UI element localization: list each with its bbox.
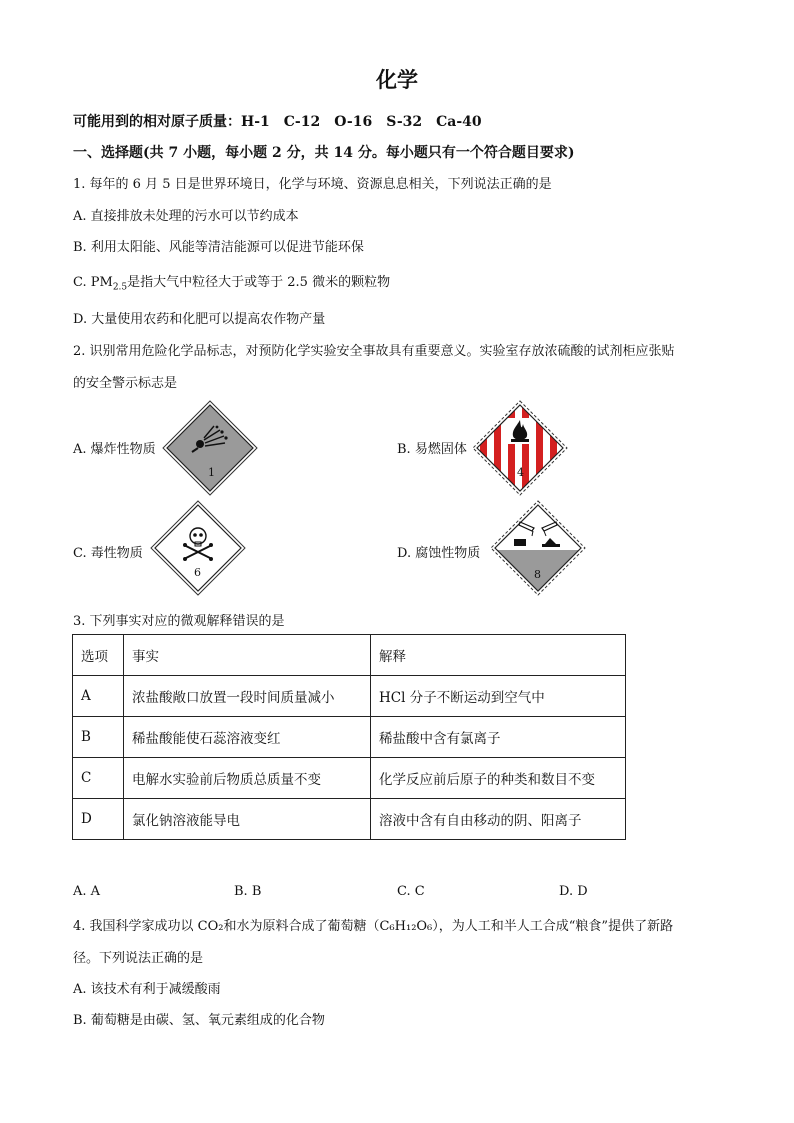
q1-option-c-subscript: 2.5	[112, 282, 128, 293]
q3-option-c: C. C	[397, 884, 425, 899]
section1-heading: 一、选择题(共 7 小题，每小题 2 分，共 14 分。每小题只有一个符合题目要求)	[73, 145, 575, 161]
q2-option-a-label: A. 爆炸性物质	[73, 442, 156, 457]
table-cell: HCl 分子不断运动到空气中	[371, 676, 626, 717]
sign-a-number: 1	[208, 466, 215, 479]
q4-option-b: B. 葡萄糖是由碳、氢、氧元素组成的化合物	[73, 1013, 325, 1028]
table-row	[73, 676, 626, 717]
q1-option-c-text: 是指大气中粒径大于或等于 2.5 微米的颗粒物	[127, 275, 391, 290]
sign-c-number: 6	[194, 566, 201, 579]
table-cell: A	[73, 676, 124, 717]
table-cell: 电解水实验前后物质总质量不变	[124, 758, 371, 799]
table-header-fact: 事实	[124, 635, 371, 676]
q2-option-d-label: D. 腐蚀性物质	[397, 546, 481, 561]
atomic-masses-line: 可能用到的相对原子质量：H-1 C-12 O-16 S-32 Ca-40	[73, 114, 482, 130]
table-cell: 氯化钠溶液能导电	[124, 799, 371, 840]
q2-option-c-label: C. 毒性物质	[73, 546, 143, 561]
q2-option-b-label: B. 易燃固体	[397, 442, 467, 457]
table-header-row	[73, 635, 626, 676]
flammable-solid-sign	[472, 400, 568, 496]
table-header-explanation: 解释	[371, 635, 626, 676]
q2-stem-line1: 2. 识别常用危险化学品标志，对预防化学实验安全事故具有重要意义。实验室存放浓硫酸的试剂柜应张贴	[73, 344, 675, 359]
table-row	[73, 799, 626, 840]
page-title: 化学	[376, 67, 418, 92]
table-cell: 稀盐酸能使石蕊溶液变红	[124, 717, 371, 758]
q1-option-a: A. 直接排放未处理的污水可以节约成本	[73, 209, 299, 224]
table-cell: 化学反应前后原子的种类和数目不变	[371, 758, 626, 799]
table-cell: 稀盐酸中含有氯离子	[371, 717, 626, 758]
q1-option-c-prefix: C. PM	[73, 275, 113, 290]
q1-option-b: B. 利用太阳能、风能等清洁能源可以促进节能环保	[73, 240, 364, 255]
q4-stem-line2: 径。下列说法正确的是	[73, 951, 204, 966]
q3-option-b: B. B	[234, 884, 262, 899]
table-cell: C	[73, 758, 124, 799]
q3-option-a: A. A	[73, 884, 101, 899]
toxic-hazard-sign	[150, 500, 246, 596]
table-cell: 浓盐酸敞口放置一段时间质量减小	[124, 676, 371, 717]
table-row	[73, 717, 626, 758]
q1-option-d: D. 大量使用农药和化肥可以提高农作物产量	[73, 312, 326, 327]
q3-stem: 3. 下列事实对应的微观解释错误的是	[73, 614, 285, 629]
q4-stem-line1: 4. 我国科学家成功以 CO₂和水为原料合成了葡萄糖（C₆H₁₂O₆），为人工和半人工合成“粮食”提供了新路	[73, 919, 674, 934]
table-cell: D	[73, 799, 124, 840]
q3-option-d: D. D	[559, 884, 588, 899]
table-row	[73, 758, 626, 799]
explosive-hazard-sign	[162, 400, 258, 496]
table-cell: B	[73, 717, 124, 758]
table-header-option: 选项	[73, 635, 124, 676]
q1-option-c	[73, 271, 390, 293]
q1-stem: 1. 每年的 6 月 5 日是世界环境日，化学与环境、资源息息相关，下列说法正确的是	[73, 177, 552, 192]
q2-stem-line2: 的安全警示标志是	[73, 376, 178, 391]
q4-option-a: A. 该技术有利于减缓酸雨	[73, 982, 221, 997]
sign-d-number: 8	[534, 568, 541, 581]
flame-icon	[508, 418, 532, 444]
corrosive-hazard-sign	[490, 500, 586, 596]
sign-b-number: 4	[517, 466, 524, 479]
table-cell: 溶液中含有自由移动的阴、阳离子	[371, 799, 626, 840]
q3-table	[72, 634, 626, 840]
